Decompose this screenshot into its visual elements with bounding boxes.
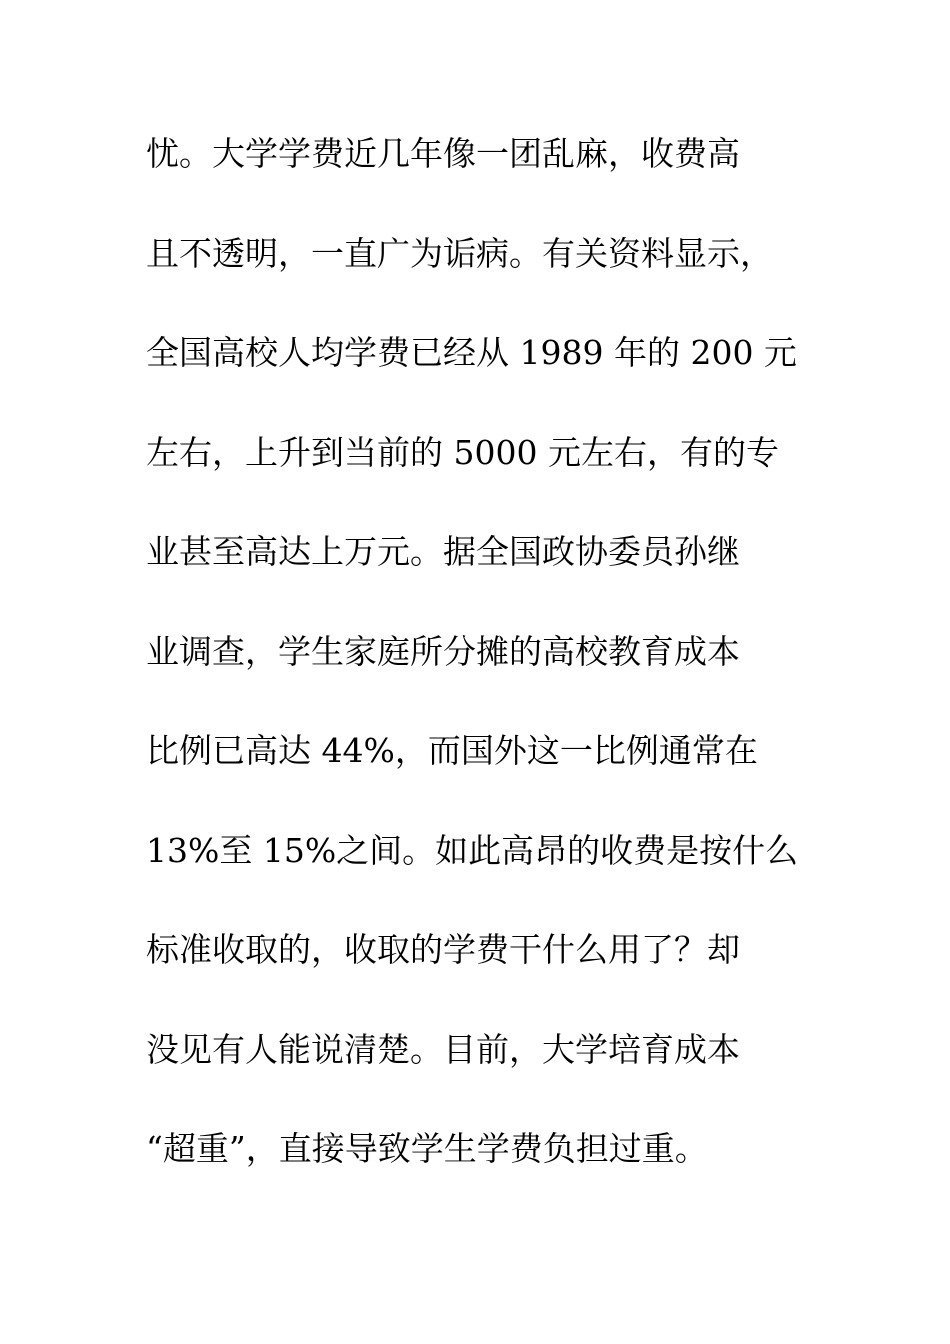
text-line: 忧。大学学费近几年像一团乱麻，收费高	[146, 134, 740, 173]
text-line: 比例已高达 44%，而国外这一比例通常在	[146, 731, 758, 770]
text-line: 业调查，学生家庭所分摊的高校教育成本	[146, 631, 740, 671]
text-line: 标准收取的，收取的学费干什么用了？却	[146, 930, 740, 969]
text-line: 业甚至高达上万元。据全国政协委员孙继	[146, 532, 740, 571]
text-line: 且不透明，一直广为诟病。有关资料显示，	[146, 233, 773, 273]
text-line: 左右，上升到当前的 5000 元左右，有的专	[146, 432, 779, 472]
body-paragraph	[146, 124, 826, 1219]
text-line: 13%至 15%之间。如此高昂的收费是按什么	[146, 830, 799, 870]
text-line: “超重”，直接导致学生学费负担过重。	[146, 1129, 708, 1168]
text-line: 没见有人能说清楚。目前，大学培育成本	[146, 1029, 740, 1069]
text-line: 全国高校人均学费已经从 1989 年的 200 元	[146, 333, 797, 372]
